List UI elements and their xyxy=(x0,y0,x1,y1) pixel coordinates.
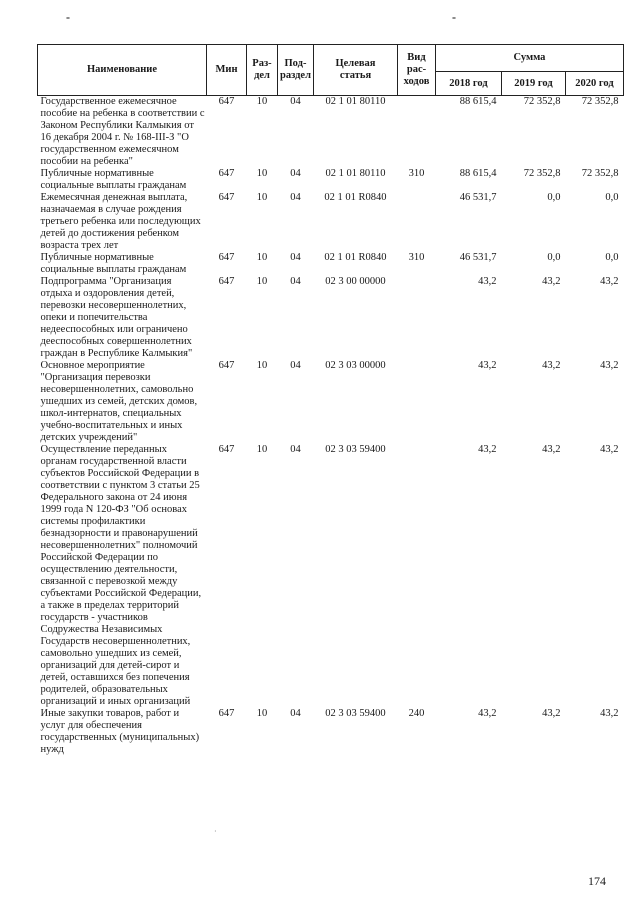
table-header xyxy=(38,45,624,96)
cell-target-article: 02 3 03 00000 xyxy=(325,360,386,371)
cell-podrazdel: 04 xyxy=(290,444,301,455)
cell-sum-2018: 43,2 xyxy=(478,360,497,371)
cell-ministry: 647 xyxy=(218,192,235,203)
table-row xyxy=(38,444,624,708)
cell-name: Подпрограмма "Организация отдыха и оздоровления детей, перевозки несовершеннолетних, опеки и попечительства недееспособных или ограничено дееспособных совершеннолетних граждан в Республике Калмыкия" xyxy=(40,276,193,359)
cell-sum-2020: 72 352,8 xyxy=(581,96,619,107)
header-podrazdel: Под- раздел xyxy=(278,45,314,96)
cell-sum-2019: 43,2 xyxy=(542,444,561,455)
scan-speck: · xyxy=(214,827,217,836)
cell-razdel: 10 xyxy=(256,444,268,455)
cell-ministry: 647 xyxy=(218,96,235,107)
cell-podrazdel: 04 xyxy=(290,192,301,203)
cell-expense-type xyxy=(397,96,435,169)
cell-podrazdel: 04 xyxy=(290,708,301,719)
table-row xyxy=(38,360,624,444)
budget-table xyxy=(37,44,624,756)
cell-sum-2019: 0,0 xyxy=(547,252,561,263)
cell-sum-2019: 43,2 xyxy=(542,360,561,371)
cell-name: Основное мероприятие "Организация перевозки несовершеннолетних, самовольно ушедших из семей, детских домов, школ-интернатов, специальных учебно-воспитательных и иных детских учреждений" xyxy=(40,360,198,443)
cell-sum-2020: 43,2 xyxy=(600,708,619,719)
table-row xyxy=(38,168,624,192)
cell-target-article: 02 3 03 59400 xyxy=(325,708,386,719)
header-target-article: Целевая статья xyxy=(313,45,397,96)
cell-target-article: 02 3 03 59400 xyxy=(325,444,386,455)
cell-target-article: 02 1 01 80110 xyxy=(325,168,386,179)
cell-ministry: 647 xyxy=(218,360,235,371)
cell-name: Публичные нормативные социальные выплаты гражданам xyxy=(40,168,187,191)
cell-podrazdel: 04 xyxy=(290,168,301,179)
cell-podrazdel: 04 xyxy=(290,360,301,371)
cell-razdel: 10 xyxy=(256,192,268,203)
cell-sum-2020: 43,2 xyxy=(600,444,619,455)
cell-target-article: 02 1 01 R0840 xyxy=(324,252,387,263)
cell-sum-2020: 0,0 xyxy=(605,192,619,203)
table-row xyxy=(38,192,624,252)
header-sum: Сумма xyxy=(435,45,623,72)
header-razdel: Раз- дел xyxy=(247,45,278,96)
cell-ministry: 647 xyxy=(218,444,235,455)
cell-ministry: 647 xyxy=(218,708,235,719)
cell-expense-type xyxy=(397,360,435,444)
cell-razdel: 10 xyxy=(256,276,268,287)
cell-sum-2019: 0,0 xyxy=(547,192,561,203)
header-name: Наименование xyxy=(38,45,207,96)
cell-sum-2019: 43,2 xyxy=(542,708,561,719)
cell-sum-2018: 46 531,7 xyxy=(459,252,497,263)
cell-expense-type xyxy=(397,444,435,708)
header-year-2020: 2020 год xyxy=(565,72,623,96)
table-body xyxy=(38,96,624,757)
table-row xyxy=(38,276,624,360)
cell-target-article: 02 1 01 R0840 xyxy=(324,192,387,203)
cell-sum-2020: 0,0 xyxy=(605,252,619,263)
cell-expense-type: 310 xyxy=(408,168,425,179)
page-number: 174 xyxy=(588,874,606,888)
cell-target-article: 02 3 00 00000 xyxy=(325,276,386,287)
cell-sum-2019: 43,2 xyxy=(542,276,561,287)
cell-razdel: 10 xyxy=(256,96,268,107)
cell-expense-type: 240 xyxy=(408,708,425,719)
cell-sum-2020: 72 352,8 xyxy=(581,168,619,179)
table-row xyxy=(38,96,624,169)
header-min: Мин xyxy=(207,45,247,96)
cell-podrazdel: 04 xyxy=(290,96,301,107)
cell-sum-2018: 43,2 xyxy=(478,708,497,719)
header-year-2018: 2018 год xyxy=(435,72,501,96)
cell-target-article: 02 1 01 80110 xyxy=(325,96,386,107)
cell-name: Осуществление переданных органам государственной власти субъектов Российской Федерации в соответствии с пунктом 3 статьи 25 Федерального закона от 24 июня 1999 года N 120-ФЗ "Об основах системы профилактики безнадзорности и правонарушений несовершеннолетних" полномочий Российской Федерации по осуществлению деятельности, связанной с перевозкой между субъектами Российской Федерации, а также в пределах территорий государств - участников Содружества Независимых Государств несовершеннолетних, самовольно ушедших из семей, организаций для детей-сирот и детей, оставшихся без попечения родителей, образовательных организаций и иных организаций xyxy=(40,444,202,707)
cell-sum-2019: 72 352,8 xyxy=(523,96,561,107)
cell-sum-2018: 88 615,4 xyxy=(459,168,497,179)
table-row xyxy=(38,708,624,756)
cell-ministry: 647 xyxy=(218,276,235,287)
cell-expense-type xyxy=(397,192,435,252)
cell-name: Иные закупки товаров, работ и услуг для обеспечения государственных (муниципальных) нужд xyxy=(40,708,200,755)
cell-sum-2018: 88 615,4 xyxy=(459,96,497,107)
cell-razdel: 10 xyxy=(256,708,268,719)
cell-name: Государственное ежемесячное пособие на ребенка в соответствии с Законом Республики Калмыкия от 16 декабря 2004 г. № 168-III-З "О государственном ежемесячном пособии на ребенка" xyxy=(40,96,205,167)
top-right-dash: - xyxy=(452,10,456,24)
cell-razdel: 10 xyxy=(256,252,268,263)
header-year-2019: 2019 год xyxy=(501,72,565,96)
cell-sum-2018: 43,2 xyxy=(478,444,497,455)
header-expense-type: Вид рас- ходов xyxy=(397,45,435,96)
top-left-dash: - xyxy=(66,10,70,24)
cell-expense-type xyxy=(397,276,435,360)
cell-razdel: 10 xyxy=(256,360,268,371)
cell-expense-type: 310 xyxy=(408,252,425,263)
cell-name: Публичные нормативные социальные выплаты гражданам xyxy=(40,252,187,275)
cell-sum-2018: 46 531,7 xyxy=(459,192,497,203)
cell-name: Ежемесячная денежная выплата, назначаемая в случае рождения третьего ребенка или последующих детей до достижения ребенком возраста трех лет xyxy=(40,192,201,251)
cell-ministry: 647 xyxy=(218,252,235,263)
table-row xyxy=(38,252,624,276)
cell-podrazdel: 04 xyxy=(290,252,301,263)
cell-podrazdel: 04 xyxy=(290,276,301,287)
cell-razdel: 10 xyxy=(256,168,268,179)
cell-sum-2018: 43,2 xyxy=(478,276,497,287)
cell-sum-2020: 43,2 xyxy=(600,276,619,287)
cell-sum-2019: 72 352,8 xyxy=(523,168,561,179)
cell-ministry: 647 xyxy=(218,168,235,179)
cell-sum-2020: 43,2 xyxy=(600,360,619,371)
